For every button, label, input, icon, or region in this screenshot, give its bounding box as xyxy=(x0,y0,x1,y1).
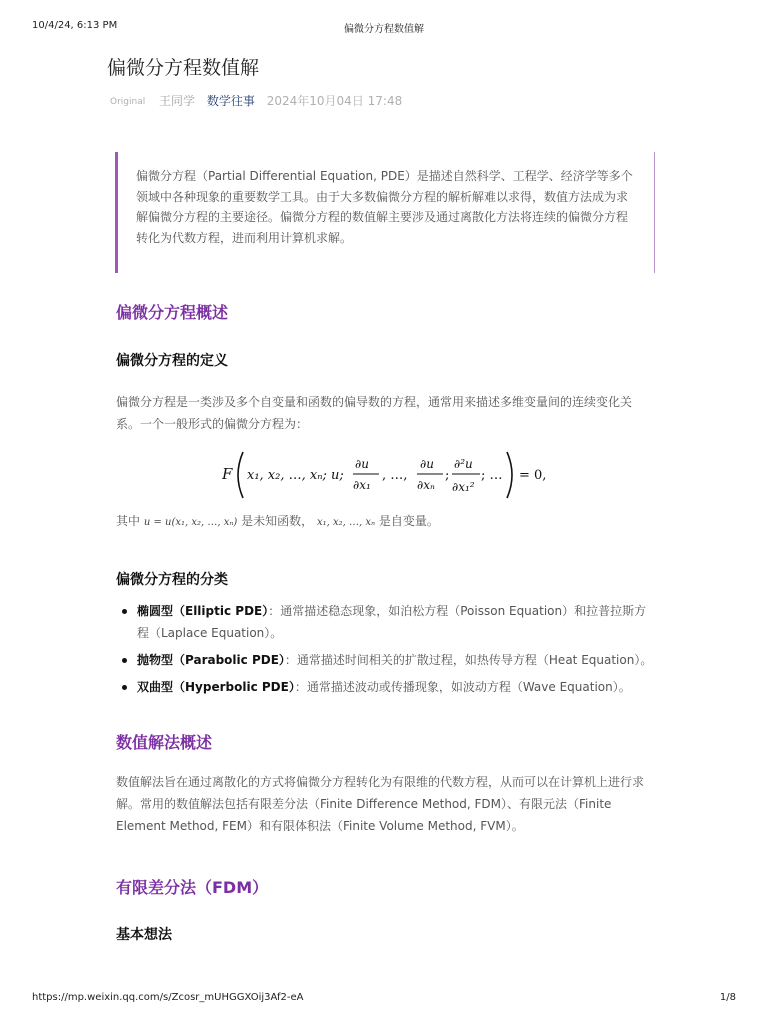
formula-d3-den: ∂x₁² xyxy=(452,480,475,494)
heading-numerical-methods: 数值解法概述 xyxy=(116,733,213,752)
formula-d2-num: ∂u xyxy=(420,457,434,471)
intro-text: 偏微分方程（Partial Differential Equation, PDE）是描述自然科学、工程学、经济学等多个领域中各种现象的重要数学工具。由于大多数偏微分方程的解析解难以求得，数值方法成为求解偏微分方程的主要途径。偏微分方程的数值解主要涉及通过离散化方法将连续的偏微分方程转化为代数方程，进而利用计算机求解。 xyxy=(136,169,633,245)
author-name: 王同学 xyxy=(159,94,196,108)
pde-general-formula xyxy=(222,448,562,502)
publish-time: 2024年10月04日 17:48 xyxy=(266,94,403,108)
heading-definition: 偏微分方程的定义 xyxy=(116,353,228,369)
print-header xyxy=(32,20,736,34)
formula-explanation xyxy=(116,512,439,529)
heading-basic-idea: 基本想法 xyxy=(116,927,172,943)
print-page-number: 1/8 xyxy=(719,992,736,1003)
formula-left-paren xyxy=(238,452,243,498)
classification-list xyxy=(116,600,656,703)
list-item xyxy=(116,649,656,671)
definition-text: 偏微分方程是一类涉及多个自变量和函数的偏导数的方程，通常用来描述多维变量间的连续变化关系。一个一般形式的偏微分方程为： xyxy=(116,395,633,431)
where-prefix: 其中 xyxy=(116,514,141,528)
list-item xyxy=(116,676,656,698)
print-doc-title: 偏微分方程数值解 xyxy=(344,24,424,35)
list-item-term: 双曲型（Hyperbolic PDE） xyxy=(137,680,295,694)
article-meta xyxy=(110,92,402,109)
list-item-term: 抛物型（Parabolic PDE） xyxy=(137,653,285,667)
original-tag: Original xyxy=(110,96,146,107)
formula-d3-num: ∂²u xyxy=(454,457,473,471)
heading-fdm: 有限差分法（FDM） xyxy=(116,878,269,897)
print-datetime: 10/4/24, 6:13 PM xyxy=(32,20,118,31)
formula-semicolon: ; xyxy=(445,468,450,483)
formula-tail: ; … xyxy=(481,468,503,483)
print-url: https://mp.weixin.qq.com/s/Zcosr_mUHGGXOij3Af2-eA xyxy=(32,992,304,1003)
bullet-dot xyxy=(122,685,127,690)
formula-d1-num: ∂u xyxy=(355,457,369,471)
heading-classification: 偏微分方程的分类 xyxy=(116,572,228,588)
print-footer xyxy=(32,992,736,1006)
bullet-dot xyxy=(122,609,127,614)
where-mid: 是未知函数， xyxy=(241,514,314,528)
article-title: 偏微分方程数值解 xyxy=(107,57,260,79)
intro-quote xyxy=(115,152,655,273)
formula-rhs: = 0, xyxy=(519,468,547,483)
formula-F: F xyxy=(222,465,233,483)
list-item-desc: ：通常描述波动或传播现象，如波动方程（Wave Equation）。 xyxy=(294,680,631,694)
formula-sep1: , …, xyxy=(382,468,408,483)
list-item-desc: ：通常描述稳态现象，如泊松方程（Poisson Equation）和拉普拉斯方程（Laplace Equation）。 xyxy=(137,604,647,640)
list-item-term: 椭圆型（Elliptic PDE） xyxy=(137,604,269,618)
list-item xyxy=(116,600,656,644)
numerical-methods-text: 数值解法旨在通过离散化的方式将偏微分方程转化为有限维的代数方程，从而可以在计算机上进行求解。常用的数值解法包括有限差分法（Finite Difference Method, FDM）、有限元法（Finite Element Method, FEM）和有限体积法（Finite Volume Method, FVM）。 xyxy=(116,775,645,833)
heading-overview: 偏微分方程概述 xyxy=(116,303,229,322)
bullet-dot xyxy=(122,658,127,663)
formula-d1-den: ∂x₁ xyxy=(353,478,371,492)
where-suffix: 是自变量。 xyxy=(378,514,439,528)
formula-right-paren xyxy=(507,452,512,498)
formula-d2-den: ∂xₙ xyxy=(417,478,435,492)
formula-args: x₁, x₂, …, xₙ; u; xyxy=(247,468,344,483)
list-item-desc: ：通常描述时间相关的扩散过程，如热传导方程（Heat Equation）。 xyxy=(284,653,653,667)
account-link[interactable]: 数学往事 xyxy=(206,94,255,108)
where-vars-math: x₁, x₂, …, xₙ xyxy=(317,517,376,528)
where-unknown-math: u = u(x₁, x₂, …, xₙ) xyxy=(143,517,238,528)
